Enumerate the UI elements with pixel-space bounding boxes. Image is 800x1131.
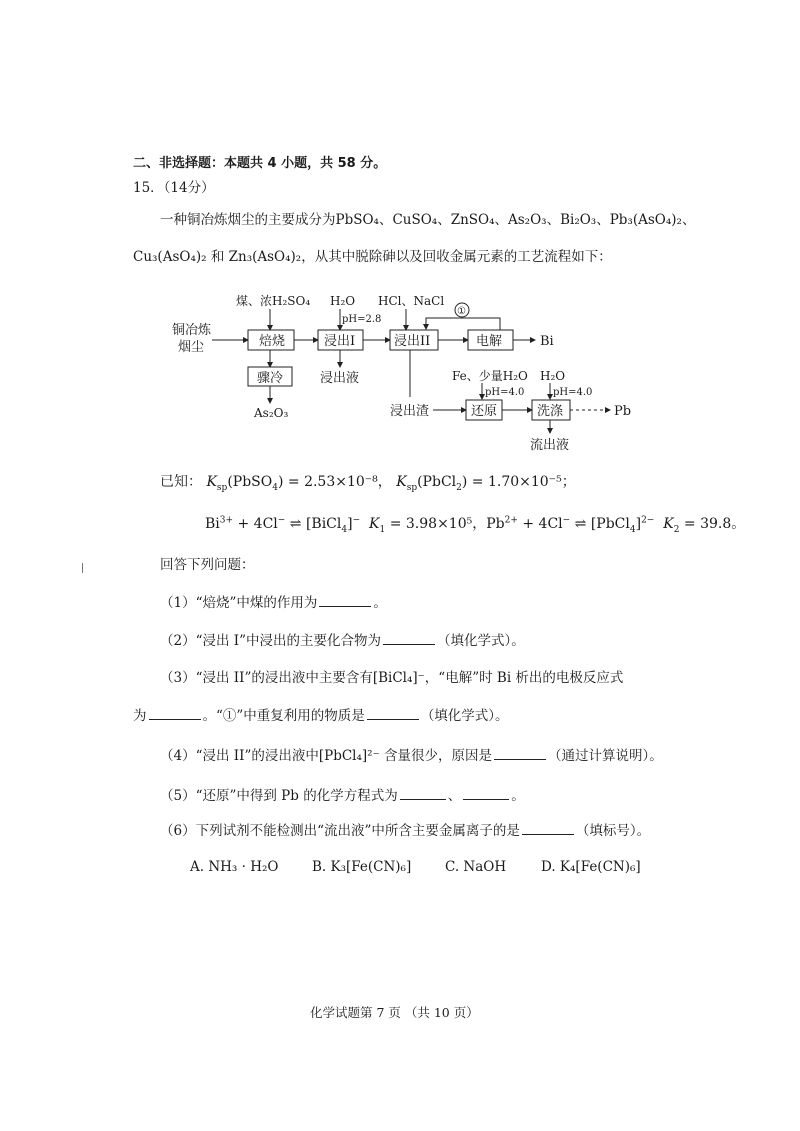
q5-answer-blank-2[interactable] [463, 785, 509, 800]
q5-sep: 、 [447, 788, 462, 804]
product-bi: Bi [540, 334, 554, 349]
option-d: D. K₄[Fe(CN)₆] [541, 859, 641, 875]
product-pb: Pb [614, 404, 632, 419]
q5-answer-blank-1[interactable] [400, 785, 446, 800]
subquestion-4 [160, 745, 663, 766]
feed-label-2: 烟尘 [178, 340, 205, 355]
recycle-marker: ① [457, 306, 466, 317]
option-c: C. NaOH [445, 859, 507, 875]
k1-value: 3.98×10⁵ [405, 516, 473, 532]
box-leach-2: 浸出II [394, 334, 431, 349]
page-footer: 化学试题第 7 页 （共 10 页） [310, 1005, 479, 1020]
q4-text: （4）“浸出 II”的浸出液中[PbCl₄]²⁻ 含量很少，原因是 [160, 748, 492, 764]
ksp-pbcl2-value: 1.70×10⁻⁵ [487, 474, 562, 490]
reagent-water-2-ph: pH=4.0 [553, 387, 593, 398]
q5-end: 。 [511, 788, 525, 804]
q1-text: （1）“焙烧”中煤的作用为 [160, 595, 318, 611]
reagent-water-ph: pH=2.8 [342, 314, 382, 325]
k2-value: 39.8 [700, 516, 732, 532]
q1-end: 。 [373, 595, 387, 611]
reagent-coal-acid: 煤、浓H₂SO₄ [236, 294, 311, 308]
q3-end: （填化学式）。 [420, 708, 509, 724]
q6-text: （6）下列试剂不能检测出“流出液”中所含主要金属离子的是 [160, 823, 520, 839]
q5-text: （5）“还原”中得到 Pb 的化学方程式为 [160, 788, 398, 804]
subquestion-3-cont [133, 705, 509, 726]
q6-answer-blank[interactable] [522, 820, 574, 835]
box-wash: 洗涤 [537, 404, 564, 419]
q4-end: （通过计算说明）。 [548, 748, 663, 764]
box-leach-1: 浸出I [324, 334, 356, 349]
subquestion-3: （3）“浸出 II”的浸出液中主要含有[BiCl₄]⁻，“电解”时 Bi 析出的电极反应式 [160, 670, 624, 686]
product-as2o3: As₂O₃ [254, 406, 289, 420]
option-a: A. NH₃ · H₂O [190, 859, 279, 875]
leachate-1: 浸出液 [320, 371, 360, 386]
feed-label-1: 铜冶炼 [172, 323, 212, 338]
box-cool: 骤冷 [257, 371, 284, 386]
known-ksp-line: 已知： $K_{sp}(PbSO_4) = 2.53\times 10^{-8}$， $K_{sp}(PbCl_2) = 1.70\times 10^{-5}$； [160, 474, 576, 493]
q3-mid: 。“①”中重复利用的物质是 [202, 708, 365, 724]
wash-liquid: 流出液 [530, 438, 570, 453]
answer-prompt: 回答下列问题： [160, 557, 255, 573]
q3-recycle-blank[interactable] [367, 705, 419, 720]
subquestion-5 [160, 785, 525, 806]
reagent-fe-water: Fe、少量H₂O [452, 369, 528, 383]
question-number: 15．（14分） [133, 180, 215, 196]
q2-answer-blank[interactable] [383, 630, 435, 645]
subquestion-1 [160, 592, 387, 613]
known-prefix: 已知： [160, 474, 202, 490]
intro-line-2: Cu₃(AsO₄)₂ 和 Zn₃(AsO₄)₂，从其中脱除砷以及回收金属元素的工艺流程如下： [133, 249, 612, 265]
box-roast: 焙烧 [259, 334, 286, 349]
subquestion-6 [160, 820, 650, 841]
residue-label: 浸出渣 [390, 404, 430, 419]
scan-speck [82, 563, 83, 573]
subquestion-2 [160, 630, 525, 651]
section-heading: 二、非选择题：本题共 4 小题，共 58 分。 [133, 156, 387, 171]
q4-answer-blank[interactable] [494, 745, 546, 760]
intro-line-1: 一种铜冶炼烟尘的主要成分为PbSO₄、CuSO₄、ZnSO₄、As₂O₃、Bi₂O₃、Pb₃(AsO₄)₂、 [160, 212, 696, 228]
option-b: B. K₃[Fe(CN)₆] [312, 859, 412, 875]
box-reduce: 还原 [471, 404, 498, 419]
reagent-fe-ph: pH=4.0 [485, 387, 525, 398]
reagent-hcl-nacl: HCl、NaCl [378, 294, 445, 308]
q3-electrode-blank[interactable] [149, 705, 201, 720]
q6-end: （填标号）。 [575, 823, 651, 839]
q2-text: （2）“浸出 I”中浸出的主要化合物为 [160, 633, 382, 649]
reagent-water-2: H₂O [540, 369, 566, 383]
q1-answer-blank[interactable] [319, 592, 371, 607]
box-electrolysis: 电解 [476, 334, 503, 349]
q2-end: （填化学式）。 [437, 633, 525, 649]
process-flowchart [160, 285, 680, 465]
equilibrium-line: $Bi^{3+} + 4Cl^-$ ⇌ [BiCl$_4$]− $K_1 = 3.98\times 10^5$，$Pb^{2+} + 4Cl^-$ ⇌ [PbCl$_4$]$^{2-}$ $K_2 = 39.8$。 [205, 515, 746, 535]
q3-prefix: 为 [133, 708, 147, 724]
ksp-pbso4-value: 2.53×10⁻⁸ [304, 474, 378, 490]
reagent-water: H₂O [330, 294, 356, 308]
